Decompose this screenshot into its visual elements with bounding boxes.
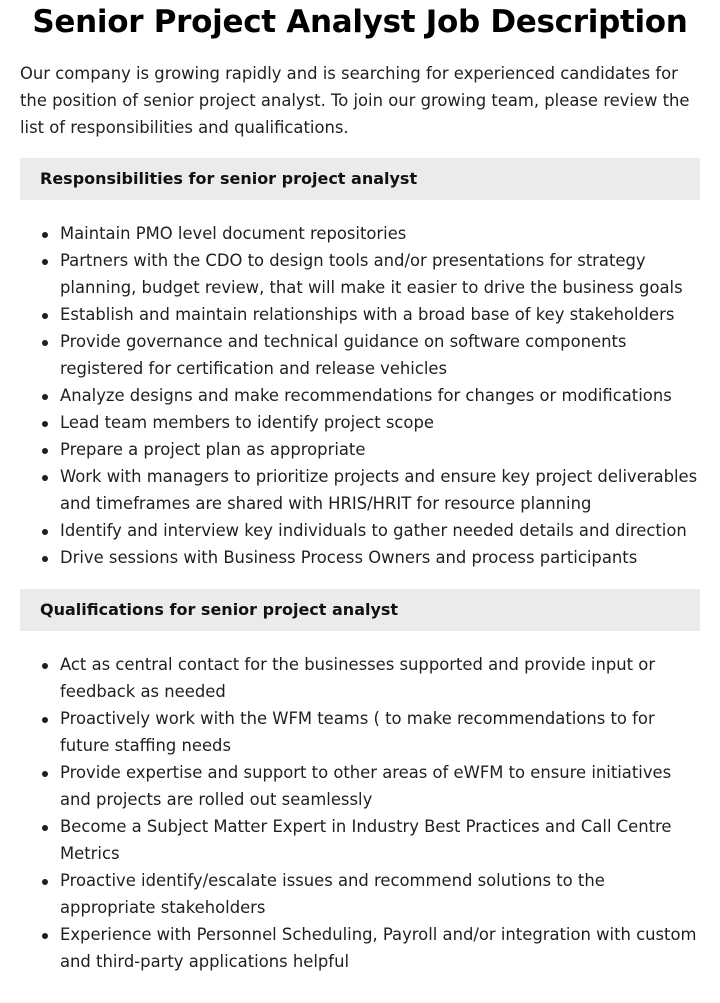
list-item: Proactively work with the WFM teams ( to make recommendations to for future staffing needs: [20, 705, 700, 759]
list-item: Drive sessions with Business Process Owners and process participants: [20, 544, 700, 571]
qualifications-section: [20, 589, 700, 975]
list-item: Maintain PMO level document repositories: [20, 220, 700, 247]
list-item: Partners with the CDO to design tools and/or presentations for strategy planning, budget review, that will make it easier to drive the business goals: [20, 247, 700, 301]
responsibilities-list: [20, 220, 700, 571]
list-item: Become a Subject Matter Expert in Industry Best Practices and Call Centre Metrics: [20, 813, 700, 867]
list-item: Provide governance and technical guidance on software components registered for certification and release vehicles: [20, 328, 700, 382]
list-item: Act as central contact for the businesses supported and provide input or feedback as needed: [20, 651, 700, 705]
list-item: Analyze designs and make recommendations for changes or modifications: [20, 382, 700, 409]
list-item: Proactive identify/escalate issues and recommend solutions to the appropriate stakeholders: [20, 867, 700, 921]
list-item: Provide expertise and support to other areas of eWFM to ensure initiatives and projects are rolled out seamlessly: [20, 759, 700, 813]
qualifications-list: [20, 651, 700, 975]
list-item: Lead team members to identify project scope: [20, 409, 700, 436]
list-item: Establish and maintain relationships with a broad base of key stakeholders: [20, 301, 700, 328]
intro-paragraph: Our company is growing rapidly and is searching for experienced candidates for the position of senior project analyst. To join our growing team, please review the list of responsibilities and qualifications.: [20, 64, 690, 137]
list-item: Work with managers to prioritize projects and ensure key project deliverables and timeframes are shared with HRIS/HRIT for resource planning: [20, 463, 700, 517]
qualifications-heading: Qualifications for senior project analyst: [20, 589, 700, 631]
page-title: Senior Project Analyst Job Description: [32, 4, 688, 40]
list-item: Prepare a project plan as appropriate: [20, 436, 700, 463]
list-item: Experience with Personnel Scheduling, Payroll and/or integration with custom and third-party applications helpful: [20, 921, 700, 975]
list-item: Identify and interview key individuals to gather needed details and direction: [20, 517, 700, 544]
responsibilities-heading: Responsibilities for senior project analyst: [20, 158, 700, 200]
